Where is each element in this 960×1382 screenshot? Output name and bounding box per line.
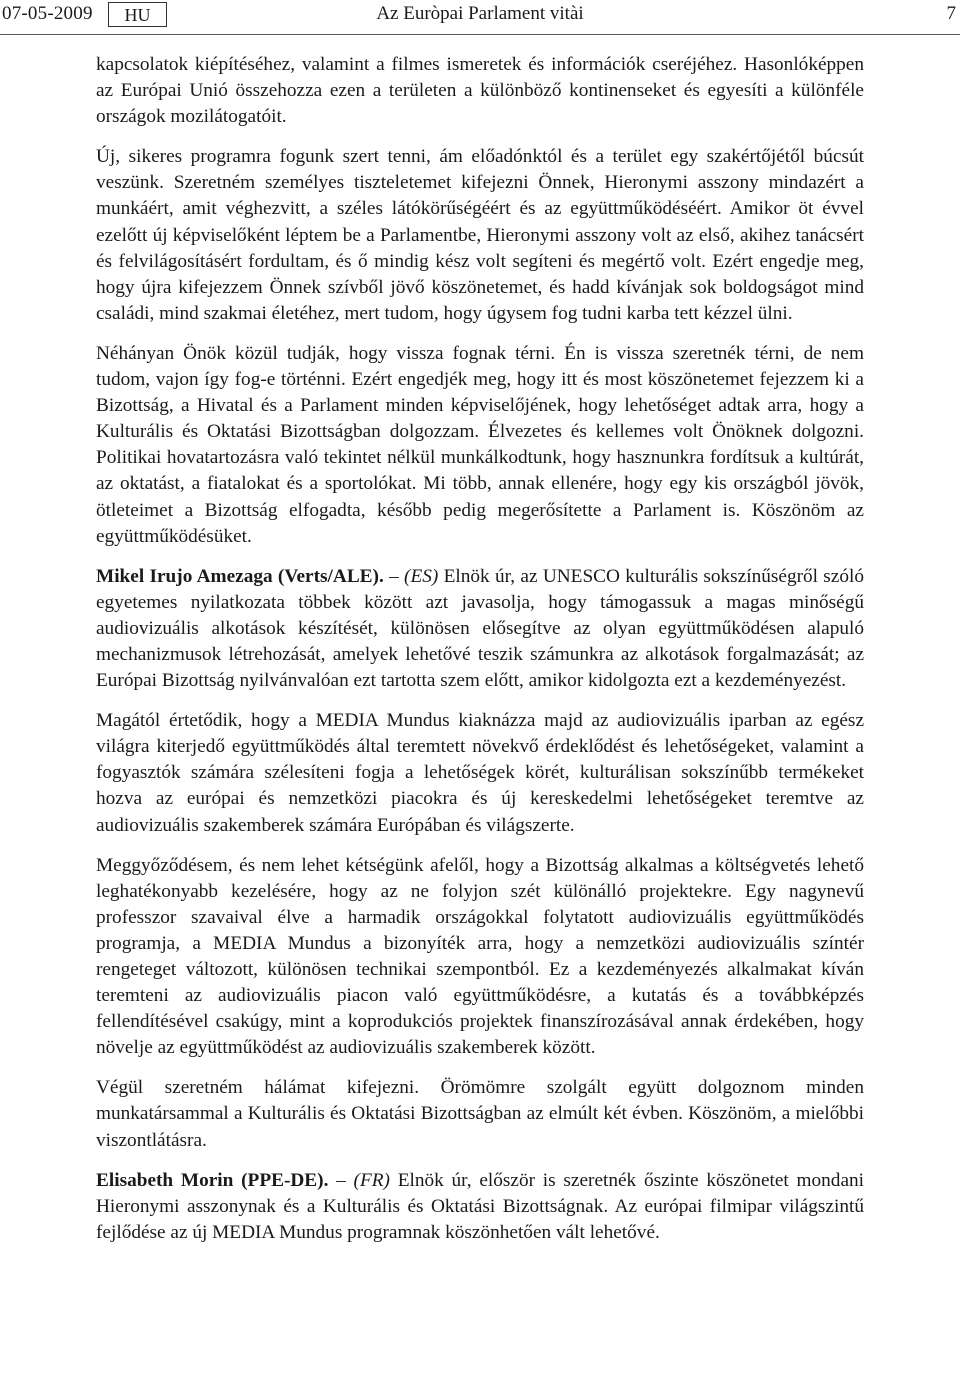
paragraph-text: Magától értetődik, hogy a MEDIA Mundus kiaknázza majd az audiovizuális iparban az egész világra kiterjedő együttműködés által teremtett növekvő érdeklődést és lehetőségeket, valamint a fogyasztók számára szélesíteni fogja a lehetőségek körét, kulturálisan sokszínűbb termékeket hozva az európai és nemzetközi piacokra és új kereskedelmi lehetőségeket teremtve az audiovizuális szakemberek számára Európában és világszerte. (96, 710, 864, 836)
speech-dash: – (328, 1169, 354, 1191)
speaker-name: Mikel Irujo Amezaga (Verts/ALE). (96, 565, 384, 587)
language-code: (ES) (404, 565, 439, 587)
language-badge: HU (108, 2, 167, 27)
page-header (0, 0, 960, 36)
speech-dash: – (383, 565, 405, 587)
paragraph-text: kapcsolatok kiépítéséhez, valamint a filmes ismeretek és információk cseréjéhez. Hasonlóképpen az Európai Unió összehozza ezen a területen a különböző kontinenseket és egyesíti a különféle országok mozilátogatóit. (96, 54, 864, 128)
paragraph-text: Elnök úr, először is szeretnék őszinte köszönetet mondani Hieronymi asszonynak és a Kulturális és Oktatási Bizottságnak. Az európai filmipar világszintű fejlődése az új MEDIA Mundus programnak köszönhetően vált lehetővé. (96, 1169, 864, 1243)
header-divider (0, 34, 960, 35)
paragraph (96, 708, 864, 838)
paragraph (96, 1075, 864, 1153)
publication-title: Az Euròpai Parlament vitài (376, 3, 584, 24)
paragraph (96, 853, 864, 1062)
paragraph-text: Új, sikeres programra fogunk szert tenni, ám előadónktól és a terület egy szakértőjétől búcsút veszünk. Szeretném személyes tiszteletemet kifejezni Önnek, Hieronymi asszony mindazért a munkáért, amit véghezvitt, a széles látókörűségéért és az együttműködéséért. Amikor öt évvel ezelőtt új képviselőként léptem be a Parlamentbe, Hieronymi asszony volt az első, akihez tanácsért és felvilágosításért fordultam, és ő mindig kész volt segíteni és megértő volt. Ezért engedje meg, hogy újra kifejezzem Önnek szívből jövő köszönetemet, és hadd kívánjak sok boldogságot mind családi, mind szakmai életéhez, mert tudom, hogy úgysem fog tudni karba tett kézzel ülni. (96, 146, 864, 324)
paragraph (96, 52, 864, 130)
paragraph-text: Meggyőződésem, és nem lehet kétségünk afelől, hogy a Bizottság alkalmas a költségvetés lehető leghatékonyabb kezelésére, hogy az ne folyjon szét különálló projektekre. Egy nagynevű professzor szavaival élve a harmadik országokkal folytatott audiovizuális együttműködés programja, a MEDIA Mundus a bizonyíték arra, hogy a nemzetközi audiovizuális színtér rengeteget változott, különösen technikai szempontból. Ez a kezdeményezés alkalmakat kíván teremteni az audiovizuális piacon való együttműködésre, a kutatás és a továbbképzés fellendítésével csakúgy, mint a koprodukciós projektek finanszírozásával annak érdekében, hogy növelje az együttműködést az audiovizuális szakemberek között. (96, 854, 864, 1059)
paragraph (96, 144, 864, 327)
language-code: (FR) (353, 1169, 390, 1191)
speaker-name: Elisabeth Morin (PPE-DE). (96, 1169, 329, 1191)
paragraph-text: Néhányan Önök közül tudják, hogy vissza fognak térni. Én is vissza szeretnék térni, de nem tudom, vajon így fog-e történni. Ezért engedjék meg, hogy itt és most köszönetemet fejezzem ki a Bizottság, a Hivatal és a Parlament minden képviselőjének, hogy lehetőséget adtak arra, hogy a Kulturális és Oktatási Bizottságban dolgozzam. Élvezetes és kellemes volt Önöknek dolgozni. Politikai hovatartozásra való tekintet nélkül munkálkodtunk, hogy hasznunkra fordítsuk a kultúrát, az oktatást, a fiatalokat és a sportolókat. Mi több, annak ellenére, hogy egy kis országból jövök, ötleteimet a Bizottság elfogadta, később pedig megerősítette a Parlament is. Köszönöm az együttműködésüket. (96, 342, 864, 547)
speech-paragraph (96, 564, 864, 694)
header-date: 07-05-2009 (2, 3, 93, 24)
paragraph-text: Végül szeretném hálámat kifejezni. Örömömre szolgált együtt dolgoznom minden munkatársammal a Kulturális és Oktatási Bizottságban az elmúlt két évben. Köszönöm, a mielőbbi viszontlátásra. (96, 1077, 864, 1151)
page-number: 7 (946, 3, 956, 24)
paragraph-text: Elnök úr, az UNESCO kulturális sokszínűségről szóló egyetemes nyilatkozata többek között azt javasolja, hogy támogassuk a magas minőségű audiovizuális alkotások készítését, különösen elősegítve az olyan együttműködésen alapuló mechanizmusok létrehozását, amelyek lehetővé teszik számunkra az alkotások forgalmazását; az Európai Bizottság nyilvánvalóan ezt tartotta szem előtt, amikor kidolgozta ezt a kezdeményezést. (96, 565, 865, 692)
document-body (96, 52, 864, 1260)
speech-paragraph (96, 1168, 864, 1246)
paragraph (96, 341, 864, 550)
